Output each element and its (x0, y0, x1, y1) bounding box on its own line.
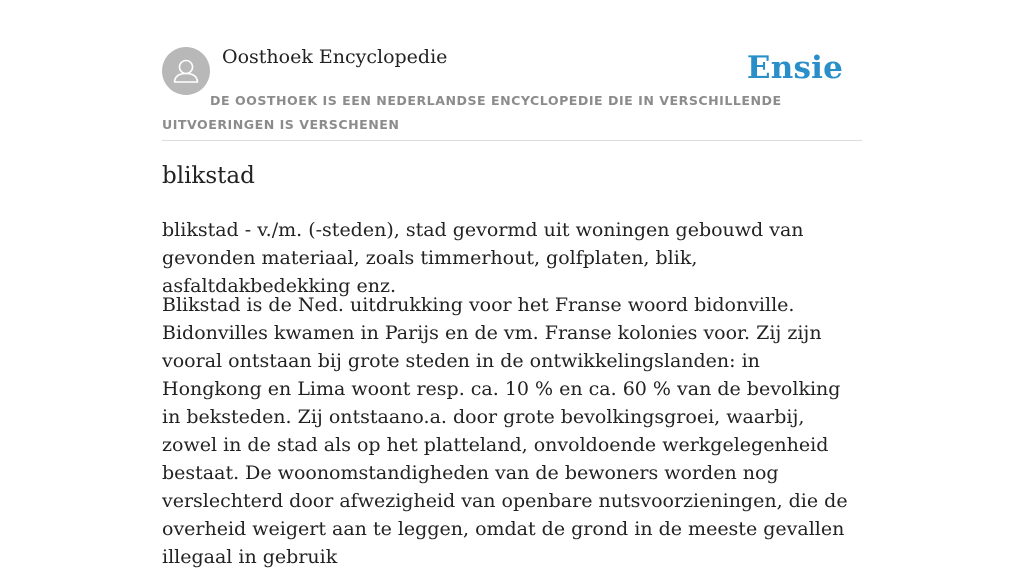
entry-title: blikstad (162, 163, 255, 189)
entry-definition: blikstad - v./m. (-steden), stad gevormd uit woningen gebouwd van gevonden materiaal, zoals timmerhout, golfplaten, blik, asfaltdakbedekking enz. (162, 219, 804, 297)
source-header (162, 0, 862, 141)
page-content (162, 0, 862, 568)
source-title-link[interactable]: Oosthoek Encyclopedie (222, 46, 448, 68)
source-description: DE OOSTHOEK IS EEN NEDERLANDSE ENCYCLOPEDIE DIE IN VERSCHILLENDE UITVOERINGEN IS VERSCHENEN (162, 93, 782, 132)
user-icon[interactable] (162, 47, 210, 95)
ensie-logo[interactable]: Ensie (746, 50, 843, 86)
entry-body: Blikstad is de Ned. uitdrukking voor het Franse woord bidonville. Bidonvilles kwamen in Parijs en de vm. Franse kolonies voor. Zij zijn vooral ontstaan bij grote steden in de ontwikkelingslanden: in Hongkong en Lima woont resp. ca. 10 % en ca. 60 % van de bevolking in beksteden. Zij ontstaano.a. door grote bevolkingsgroei, waarbij, zowel in de stad als op het platteland, onvoldoende werkgelegenheid bestaat. De woonomstandigheden van de bewoners worden nog verslechterd door afwezigheid van openbare nutsvoorzieningen, die de overheid weigert aan te leggen, omdat de grond in de meeste gevallen illegaal in gebruik (162, 294, 848, 568)
